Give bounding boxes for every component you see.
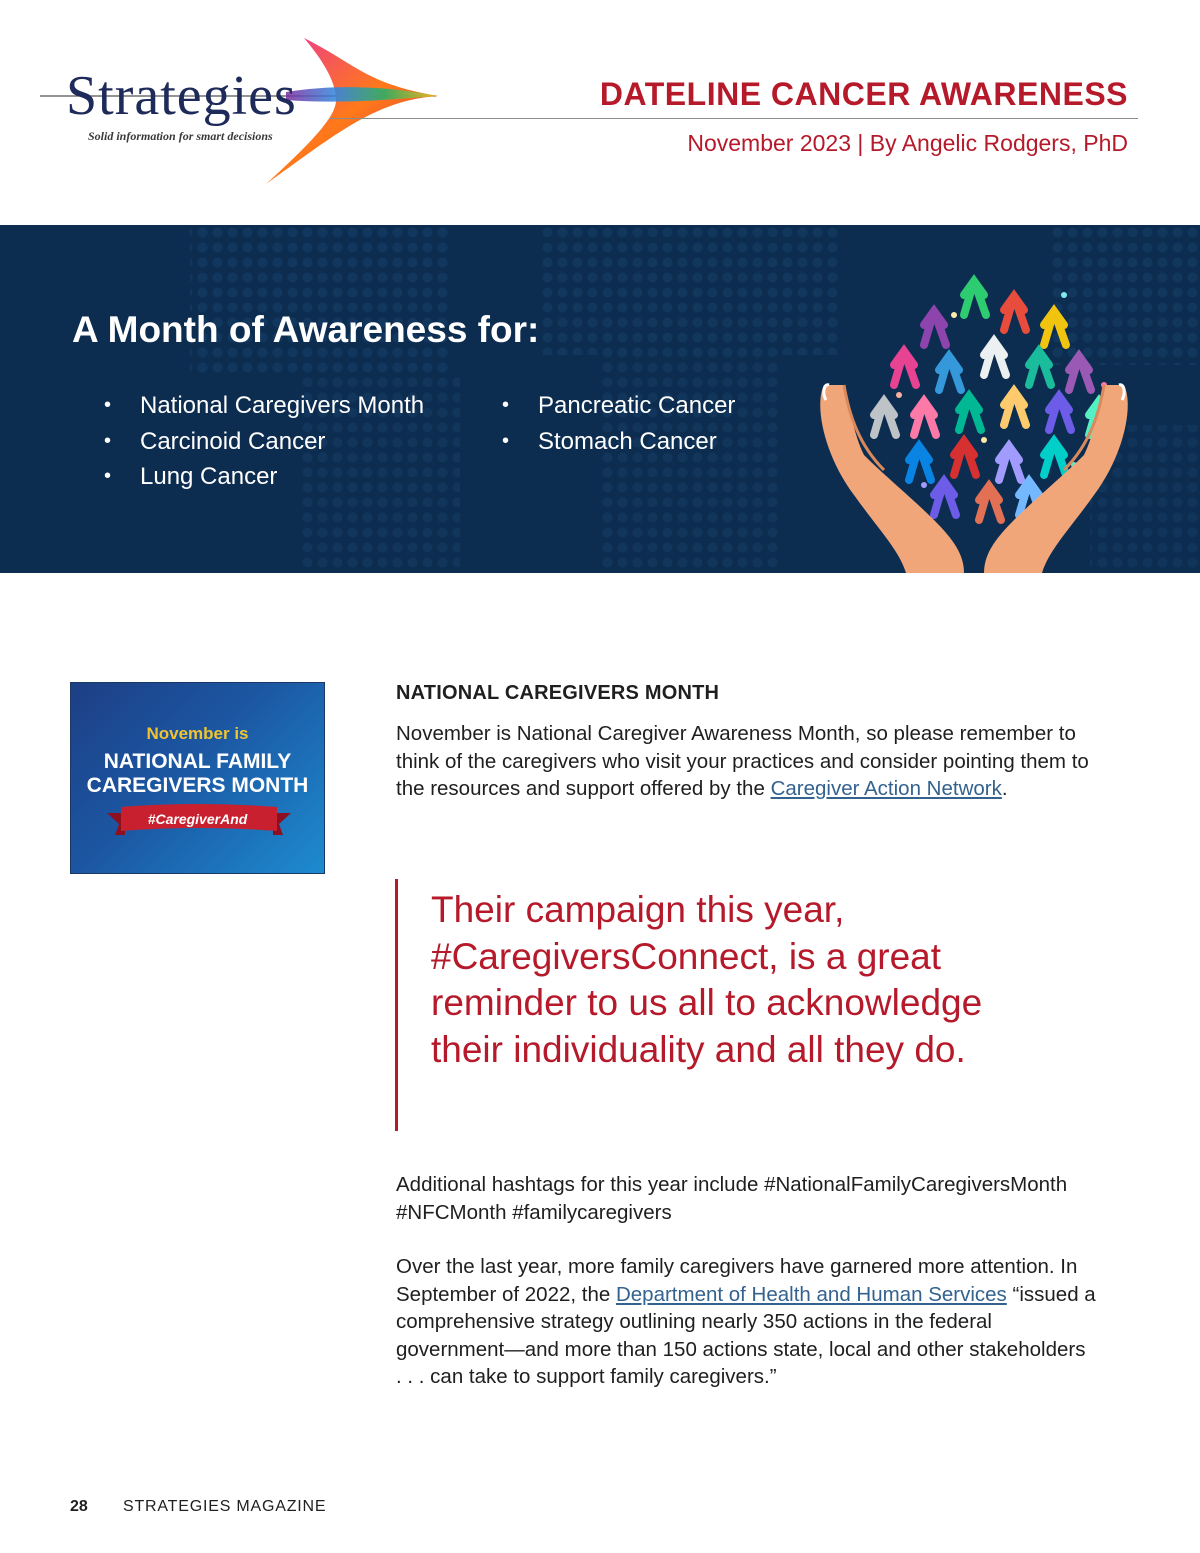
byline: November 2023 | By Angelic Rodgers, PhD: [687, 130, 1128, 156]
awareness-item: • National Caregivers Month: [104, 388, 424, 424]
badge-title-line: NATIONAL FAMILY: [103, 750, 292, 773]
strategies-logo: [36, 34, 446, 190]
paragraph-text: .: [1001, 777, 1008, 800]
paragraph-text: “issued a comprehensive strategy outlining nearly 350 actions in the federal government—and more than 150 actions state, local and other stakeholders . . . can take to support family caregivers.”: [396, 1282, 1096, 1388]
logo-tagline: Solid information for smart decisions: [88, 129, 273, 143]
pull-quote-bar: [395, 879, 398, 1131]
awareness-list-left: [104, 388, 424, 495]
intro-paragraph: [396, 720, 1096, 803]
badge-title: [71, 750, 324, 798]
hands-with-ribbons-illustration: [814, 255, 1134, 573]
page-title: DATELINE CANCER AWARENESS: [599, 76, 1128, 112]
section-title: NATIONAL CAREGIVERS MONTH: [396, 682, 720, 704]
header-divider: [330, 118, 1138, 119]
paragraph-text: Over the last year, more family caregivers have garnered more attention. In September of 2022, the: [396, 1255, 1078, 1306]
footer-magazine-name: STRATEGIES MAGAZINE: [123, 1498, 327, 1515]
awareness-item: • Pancreatic Cancer: [502, 388, 735, 424]
banner-heading: A Month of Awareness for:: [72, 309, 540, 350]
awareness-item: • Lung Cancer: [104, 459, 424, 495]
badge-intro: November is: [146, 724, 249, 743]
hhs-paragraph: [396, 1253, 1096, 1391]
badge-title-line: CAREGIVERS MONTH: [86, 774, 309, 797]
awareness-item: • Stomach Cancer: [502, 424, 735, 460]
logo-wordmark: Strategies: [66, 65, 297, 127]
awareness-item: • Carcinoid Cancer: [104, 424, 424, 460]
hhs-link[interactable]: Department of Health and Human Services: [615, 1282, 1007, 1306]
awareness-banner: [0, 225, 1200, 573]
awareness-list-right: [502, 388, 735, 459]
paragraph-text: November is National Caregiver Awareness Month, so please remember to think of the caregivers who visit your practices and consider pointing them to the resources and support offered by the: [396, 722, 1089, 800]
pull-quote: Their campaign this year, #CaregiversConnect, is a great reminder to us all to acknowledge their individuality and all they do.: [431, 889, 983, 1070]
hashtags-paragraph: Additional hashtags for this year include #NationalFamilyCaregiversMonth #NFCMonth #familycaregivers: [396, 1173, 1068, 1224]
caregiver-action-network-link[interactable]: Caregiver Action Network: [770, 777, 1002, 800]
caregivers-month-badge: [70, 682, 325, 874]
page-number: 28: [70, 1498, 88, 1515]
badge-hashtag: #CaregiverAnd: [147, 811, 248, 827]
